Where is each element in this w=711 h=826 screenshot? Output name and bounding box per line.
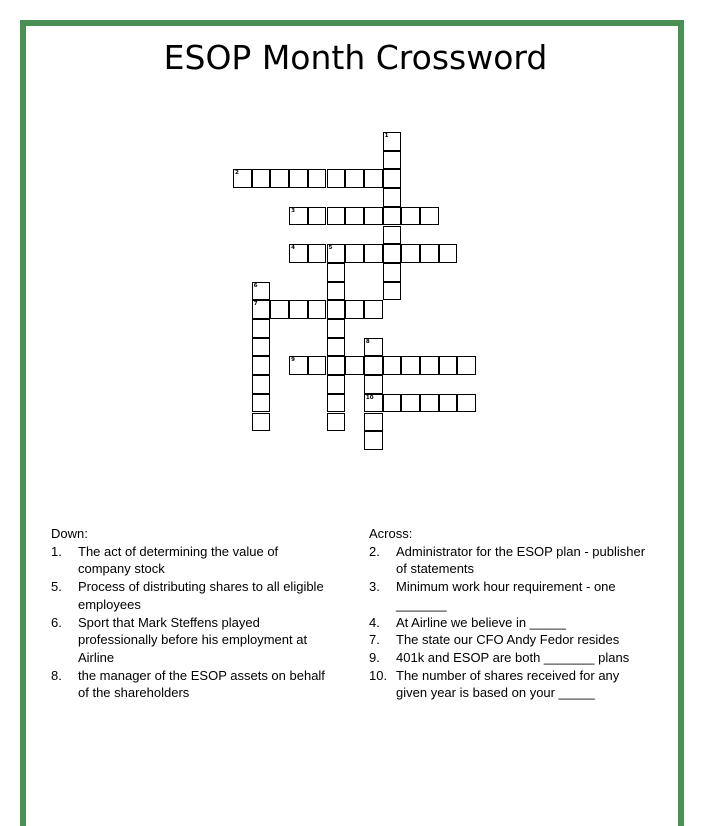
grid-cell[interactable]	[420, 394, 439, 413]
grid-cell[interactable]	[383, 169, 402, 188]
clue-text-line: given year is based on your _____	[396, 685, 595, 701]
grid-cell[interactable]	[327, 263, 346, 282]
grid-cell[interactable]	[327, 319, 346, 338]
across-heading: Across:	[369, 526, 413, 541]
grid-cell[interactable]	[383, 132, 402, 151]
across-clue-list	[369, 543, 645, 702]
clue-number: 9.	[369, 649, 380, 665]
clue-text-line: professionally before his employment at	[78, 632, 308, 648]
grid-cell[interactable]	[308, 207, 327, 226]
grid-cell[interactable]	[383, 151, 402, 170]
clue-text-line: Sport that Mark Steffens played	[78, 614, 260, 630]
grid-cell[interactable]	[327, 356, 346, 375]
grid-cell[interactable]	[308, 244, 327, 263]
grid-cell[interactable]	[308, 300, 327, 319]
grid-cell[interactable]	[252, 413, 271, 432]
clue-number: 9	[291, 357, 295, 364]
grid-cell[interactable]	[383, 244, 402, 263]
grid-cell[interactable]	[364, 431, 383, 450]
grid-cell[interactable]	[364, 413, 383, 432]
grid-cell[interactable]	[327, 394, 346, 413]
clue-text-line: The number of shares received for any	[396, 667, 620, 683]
grid-cell[interactable]	[308, 356, 327, 375]
across-clue	[369, 578, 645, 613]
grid-cell[interactable]	[383, 188, 402, 207]
grid-cell[interactable]	[327, 282, 346, 301]
clue-number: 8.	[51, 667, 62, 683]
clue-number: 3.	[369, 579, 380, 595]
clue-number: 1	[384, 133, 389, 139]
across-clue	[369, 649, 645, 667]
grid-cell[interactable]	[364, 300, 383, 319]
grid-cell[interactable]	[345, 244, 364, 263]
across-clue	[369, 543, 645, 578]
across-clue	[369, 614, 645, 632]
grid-cell[interactable]	[327, 244, 346, 263]
clue-text-line: Airline	[78, 649, 115, 665]
grid-cell[interactable]	[383, 226, 402, 245]
clue-text-line: 401k and ESOP are both _______ plans	[396, 649, 630, 665]
grid-cell[interactable]	[383, 207, 402, 226]
clue-text-line: employees	[78, 596, 141, 612]
grid-cell[interactable]	[401, 207, 420, 226]
grid-cell[interactable]	[327, 169, 346, 188]
grid-cell[interactable]	[364, 356, 383, 375]
clue-number: 3	[291, 207, 295, 214]
grid-cell[interactable]	[252, 282, 271, 301]
grid-cell[interactable]	[439, 244, 458, 263]
grid-cell[interactable]	[252, 300, 271, 319]
grid-cell[interactable]	[252, 319, 271, 338]
down-clues	[51, 525, 325, 702]
grid-cell[interactable]	[383, 282, 402, 301]
grid-cell[interactable]	[420, 207, 439, 226]
down-clue	[51, 614, 325, 667]
grid-cell[interactable]	[345, 169, 364, 188]
clue-number: 1.	[51, 543, 62, 559]
grid-cell[interactable]	[439, 394, 458, 413]
clue-number: 6	[253, 282, 258, 289]
clue-number: 2	[235, 170, 239, 177]
grid-cell[interactable]	[289, 244, 308, 263]
grid-cell[interactable]	[270, 169, 289, 188]
clue-number: 4	[291, 245, 295, 252]
grid-cell[interactable]	[308, 169, 327, 188]
across-clue	[369, 667, 645, 702]
grid-cell[interactable]	[327, 375, 346, 394]
clue-number: 7	[253, 301, 258, 308]
clue-number: 4.	[369, 614, 380, 630]
grid-cell[interactable]	[252, 169, 271, 188]
grid-cell[interactable]	[383, 356, 402, 375]
grid-cell[interactable]	[252, 394, 271, 413]
grid-cell[interactable]	[364, 338, 383, 357]
clue-text-line: At Airline we believe in _____	[396, 614, 566, 630]
grid-cell[interactable]	[327, 338, 346, 357]
clue-number: 2.	[369, 543, 380, 559]
grid-cell[interactable]	[420, 356, 439, 375]
clue-text-line: Process of distributing shares to all eligible	[78, 579, 324, 595]
grid-cell[interactable]	[345, 207, 364, 226]
across-clue	[369, 631, 645, 649]
clue-text-line: the manager of the ESOP assets on behalf	[78, 667, 325, 683]
grid-cell[interactable]	[289, 356, 308, 375]
grid-cell[interactable]	[289, 300, 308, 319]
grid-cell[interactable]	[270, 300, 289, 319]
across-clues	[369, 525, 645, 702]
grid-cell[interactable]	[289, 169, 308, 188]
clue-number: 5	[328, 245, 333, 252]
clue-number: 8	[365, 338, 370, 345]
down-clue	[51, 578, 325, 613]
grid-cell[interactable]	[252, 356, 271, 375]
grid-cell[interactable]	[364, 394, 383, 413]
grid-cell[interactable]	[439, 356, 458, 375]
grid-cell[interactable]	[383, 394, 402, 413]
clue-text-line: _______	[396, 596, 447, 612]
clue-text-line: of statements	[396, 561, 475, 577]
grid-cell[interactable]	[383, 263, 402, 282]
down-clue	[51, 667, 325, 702]
grid-cell[interactable]	[252, 375, 271, 394]
clue-text-line: of the shareholders	[78, 685, 190, 701]
down-clue-list	[51, 543, 325, 702]
grid-cell[interactable]	[457, 394, 476, 413]
grid-cell[interactable]	[401, 244, 420, 263]
down-heading: Down:	[51, 526, 88, 541]
grid-cell[interactable]	[364, 169, 383, 188]
grid-cell[interactable]	[420, 244, 439, 263]
clue-number: 5.	[51, 579, 62, 595]
grid-cell[interactable]	[345, 300, 364, 319]
clue-number: 7.	[369, 632, 380, 648]
page-title: ESOP Month Crossword	[163, 38, 548, 77]
grid-cell[interactable]	[364, 375, 383, 394]
grid-cell[interactable]	[364, 207, 383, 226]
grid-cell[interactable]	[457, 356, 476, 375]
page-border	[20, 20, 684, 826]
grid-cell[interactable]	[252, 338, 271, 357]
grid-cell[interactable]	[327, 300, 346, 319]
grid-cell[interactable]	[364, 244, 383, 263]
clue-number: 10	[365, 394, 374, 401]
grid-cell[interactable]	[401, 356, 420, 375]
down-clue	[51, 543, 325, 578]
grid-cell[interactable]	[345, 356, 364, 375]
grid-cell[interactable]	[327, 413, 346, 432]
clue-number: 10.	[369, 667, 388, 683]
clue-text-line: company stock	[78, 561, 165, 577]
grid-cell[interactable]	[401, 394, 420, 413]
clue-text-line: The act of determining the value of	[78, 543, 279, 559]
clue-text-line: Minimum work hour requirement - one	[396, 579, 616, 595]
grid-cell[interactable]	[233, 169, 252, 188]
grid-cell[interactable]	[327, 207, 346, 226]
clue-text-line: Administrator for the ESOP plan - publisher	[396, 543, 646, 559]
clue-number: 6.	[51, 614, 62, 630]
grid-cell[interactable]	[289, 207, 308, 226]
clue-text-line: The state our CFO Andy Fedor resides	[396, 632, 620, 648]
